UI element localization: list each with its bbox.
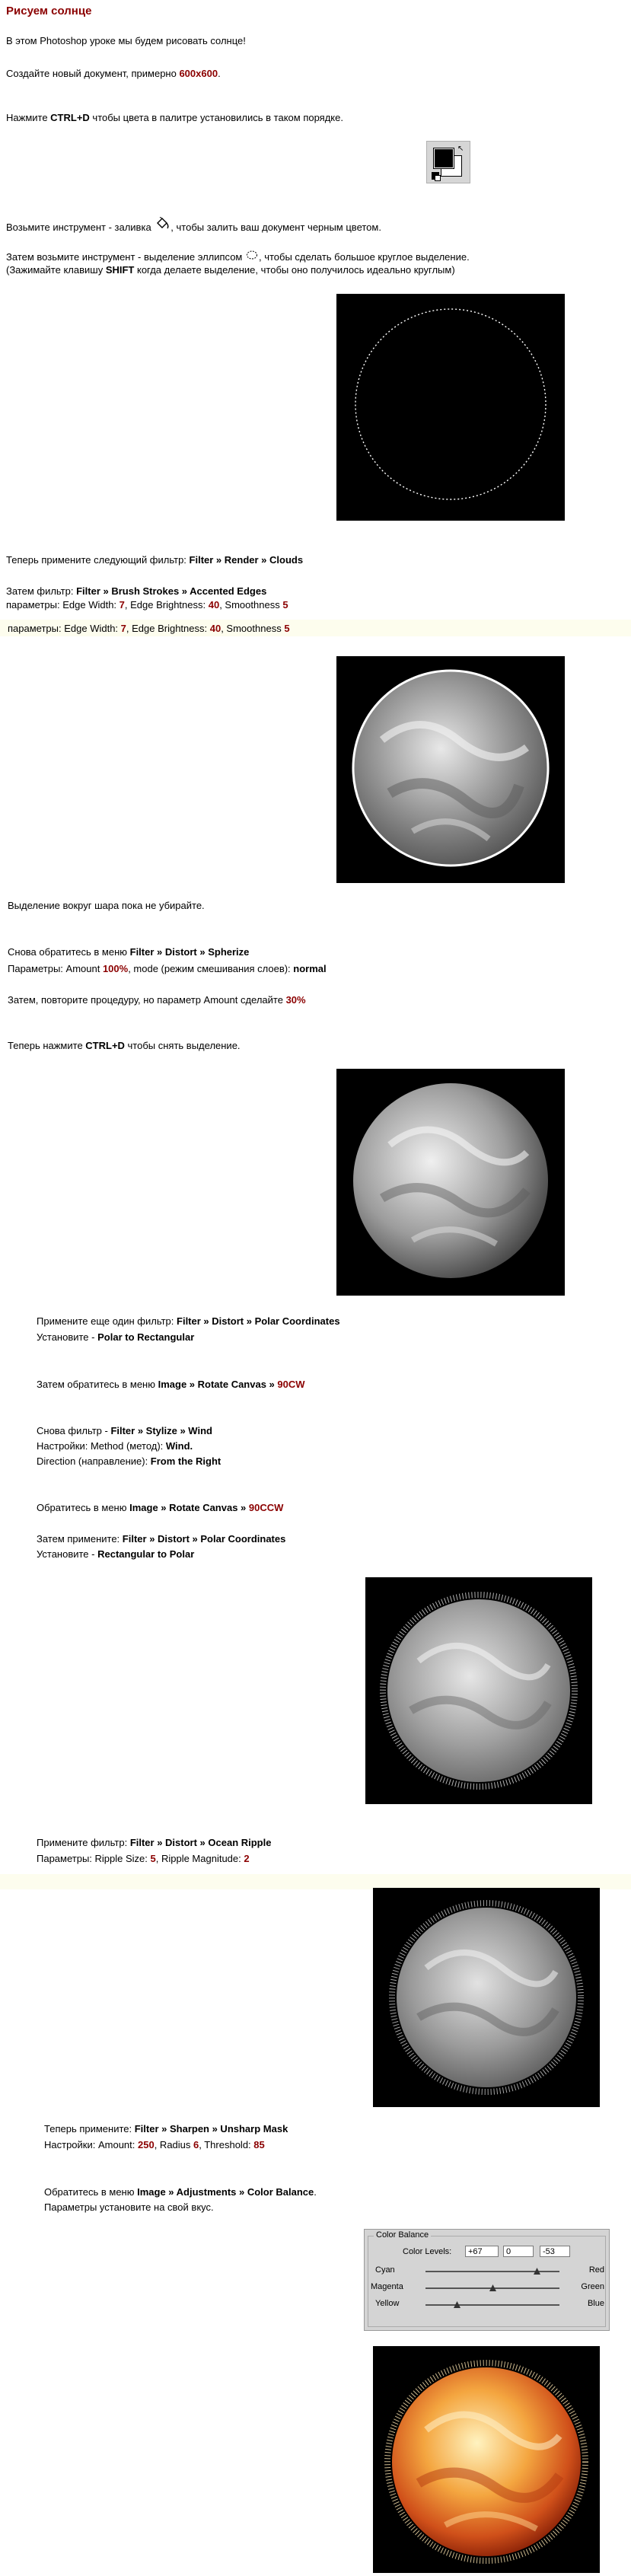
color-balance-menu: Image » Adjustments » Color Balance xyxy=(137,2186,314,2198)
wind-direction-label: Direction (направление): xyxy=(37,1455,151,1467)
step-edges xyxy=(6,585,266,598)
red-label: Red xyxy=(588,2265,604,2275)
step-clouds xyxy=(6,553,303,566)
step-ellipse-line2-post: когда делаете выделение, чтобы оно получилось идеально круглым) xyxy=(134,264,455,276)
step-polar2-pre: Затем примените: xyxy=(37,1533,123,1545)
step-color-balance xyxy=(44,2185,317,2198)
edges-smooth-label: , Smoothness xyxy=(219,599,283,611)
step-polar1 xyxy=(37,1315,340,1328)
spherize-menu: Filter » Distort » Spherize xyxy=(129,946,250,958)
step-colors xyxy=(6,111,343,124)
step-deselect xyxy=(8,1039,241,1052)
step-spherize-params xyxy=(8,962,327,975)
step-repeat xyxy=(8,993,306,1006)
edge-smoothness-2: 5 xyxy=(284,623,290,634)
edges-menu: Filter » Brush Strokes » Accented Edges xyxy=(76,585,267,597)
image-circle-selection xyxy=(336,294,565,521)
spherize-params-pre: Параметры: Amount xyxy=(8,963,103,974)
edge-brightness: 40 xyxy=(208,599,220,611)
polar1-set-label: Установите - xyxy=(37,1331,98,1343)
spherize-amount: 100% xyxy=(102,963,129,974)
step-spherize-pre: Снова обратитесь в меню xyxy=(8,946,130,958)
repeat-amount: 30% xyxy=(285,994,306,1006)
step-ripple-pre: Примените фильтр: xyxy=(37,1837,130,1848)
yellow-blue-slider-thumb[interactable] xyxy=(454,2301,461,2308)
yellow-label: Yellow xyxy=(375,2299,400,2308)
yellow-blue-slider[interactable] xyxy=(425,2304,559,2306)
step-ellipse-line1 xyxy=(6,250,470,263)
image-wind-sphere xyxy=(365,1577,592,1804)
step-fill-pre: Возьмите инструмент - заливка xyxy=(6,222,155,233)
step-repeat-pre: Затем, повторите процедуру, но параметр Amount сделайте xyxy=(8,994,286,1006)
image-clouds-sphere xyxy=(336,656,565,883)
step-sharpen-settings xyxy=(44,2138,265,2151)
step-ellipse-pre: Затем возьмите инструмент - выделение эллипсом xyxy=(6,251,245,263)
cyan-label: Cyan xyxy=(375,2265,395,2275)
edges-brightness-label: , Edge Brightness: xyxy=(124,599,209,611)
edges-smooth-label-2: , Smoothness xyxy=(221,623,285,634)
page-title: Рисуем солнце xyxy=(6,5,92,18)
edges-params-label: параметры: Edge Width: xyxy=(6,599,120,611)
cyan-red-slider-thumb[interactable] xyxy=(534,2268,540,2275)
step-edges-params-repeat xyxy=(8,622,290,635)
step-polar2 xyxy=(37,1532,285,1545)
ripple-params-pre: Параметры: Ripple Size: xyxy=(37,1853,151,1864)
wind-settings-label: Настройки: Method (метод): xyxy=(37,1440,166,1452)
color-level-1-input[interactable]: +67 xyxy=(465,2246,499,2257)
sharpen-radius-label: , Radius xyxy=(154,2139,194,2150)
sharpen-threshold: 85 xyxy=(253,2139,265,2150)
intro-text: В этом Photoshop уроке мы будем рисовать солнце! xyxy=(6,35,246,46)
edge-smoothness: 5 xyxy=(282,599,288,611)
color-level-2-input[interactable]: 0 xyxy=(503,2246,534,2257)
sharpen-threshold-label: , Threshold: xyxy=(199,2139,254,2150)
color-balance-line2: Параметры установите на свой вкус. xyxy=(44,2201,214,2213)
step-fill xyxy=(6,217,381,234)
step-edges-params xyxy=(6,598,288,611)
step-colors-key: CTRL+D xyxy=(50,112,90,123)
step-wind-method xyxy=(37,1439,193,1452)
color-balance-pre: Обратитесь в меню xyxy=(44,2186,138,2198)
sharpen-amount: 250 xyxy=(138,2139,155,2150)
step-wind-direction xyxy=(37,1455,221,1468)
step-spherize xyxy=(8,945,249,958)
step-colors-post: чтобы цвета в палитре установились в таком порядке. xyxy=(89,112,343,123)
step-edges-pre: Затем фильтр: xyxy=(6,585,77,597)
step-sharpen xyxy=(44,2122,288,2135)
edge-width-2: 7 xyxy=(120,623,126,634)
step-ellipse-line2-pre: (Зажимайте клавишу xyxy=(6,264,106,276)
sharpen-radius: 6 xyxy=(193,2139,199,2150)
spherize-mode-label: , mode (режим смешивания слоев): xyxy=(128,963,294,974)
color-balance-title: Color Balance xyxy=(374,2230,431,2240)
image-spherized xyxy=(336,1069,565,1296)
step-new-document-pre: Создайте новый документ, примерно xyxy=(6,68,180,79)
step-wind xyxy=(37,1424,212,1437)
edges-brightness-label-2: , Edge Brightness: xyxy=(126,623,210,634)
step-rotate2-pre: Обратитесь в меню xyxy=(37,1502,130,1513)
step-polar2-set xyxy=(37,1548,194,1561)
blue-label: Blue xyxy=(587,2299,604,2308)
color-balance-post: . xyxy=(314,2186,317,2198)
step-sharpen-pre: Теперь примените: xyxy=(44,2123,135,2134)
spherize-mode: normal xyxy=(293,963,327,974)
polar2-set-label: Установите - xyxy=(37,1548,98,1560)
clouds-menu: Filter » Render » Clouds xyxy=(189,554,304,566)
ripple-magnitude: 2 xyxy=(244,1853,250,1864)
wind-menu: Filter » Stylize » Wind xyxy=(110,1425,212,1436)
rotate2-angle: 90CCW xyxy=(248,1502,284,1513)
step-ripple xyxy=(37,1836,271,1849)
ripple-size: 5 xyxy=(150,1853,156,1864)
image-final-sun xyxy=(373,2346,600,2573)
color-level-3-input[interactable]: -53 xyxy=(540,2246,570,2257)
green-label: Green xyxy=(581,2282,604,2291)
color-balance-panel xyxy=(364,2229,610,2331)
wind-method: Wind. xyxy=(165,1440,193,1452)
step-clouds-pre: Теперь примените следующий фильтр: xyxy=(6,554,190,566)
edge-brightness-2: 40 xyxy=(209,623,221,634)
step-colors-pre: Нажмите xyxy=(6,112,51,123)
ripple-mag-label: , Ripple Magnitude: xyxy=(155,1853,244,1864)
step-wind-pre: Снова фильтр - xyxy=(37,1425,111,1436)
polar1-menu: Filter » Distort » Polar Coordinates xyxy=(177,1315,340,1327)
step-deselect-post: чтобы снять выделение. xyxy=(124,1040,241,1051)
image-ripple-sphere xyxy=(373,1888,600,2107)
deselect-key: CTRL+D xyxy=(85,1040,125,1051)
shift-key: SHIFT xyxy=(105,264,135,276)
sharpen-settings-pre: Настройки: Amount: xyxy=(44,2139,138,2150)
polar2-set-value: Rectangular to Polar xyxy=(97,1548,195,1560)
step-rotate2 xyxy=(37,1501,283,1514)
highlight-band-2 xyxy=(0,1874,631,1889)
rotate1-menu: Image » Rotate Canvas » xyxy=(158,1379,278,1390)
rotate2-menu: Image » Rotate Canvas » xyxy=(129,1502,249,1513)
edge-width: 7 xyxy=(119,599,125,611)
step-ripple-params xyxy=(37,1852,250,1865)
sharpen-menu: Filter » Sharpen » Unsharp Mask xyxy=(134,2123,288,2134)
step-new-document xyxy=(6,67,221,80)
color-levels-label: Color Levels: xyxy=(403,2247,452,2256)
polar1-set-value: Polar to Rectangular xyxy=(97,1331,195,1343)
edges-params-label-2: параметры: Edge Width: xyxy=(8,623,121,634)
keep-selection-text: Выделение вокруг шара пока не убирайте. xyxy=(8,900,205,911)
step-rotate1 xyxy=(37,1378,305,1391)
step-polar1-pre: Примените еще один фильтр: xyxy=(37,1315,177,1327)
step-polar1-set xyxy=(37,1331,194,1344)
paint-bucket-icon xyxy=(154,217,170,234)
step-ellipse-post: , чтобы сделать большое круглое выделение. xyxy=(258,251,470,263)
document-size: 600x600 xyxy=(179,68,218,79)
wind-direction: From the Right xyxy=(150,1455,221,1467)
step-ellipse-line2 xyxy=(6,263,455,276)
magenta-green-slider-thumb[interactable] xyxy=(489,2284,496,2291)
step-new-document-post: . xyxy=(218,68,221,79)
step-fill-post: , чтобы залить ваш документ черным цветом. xyxy=(170,222,381,233)
step-rotate1-pre: Затем обратитесь в меню xyxy=(37,1379,158,1390)
ellipse-marquee-icon xyxy=(245,250,259,263)
rotate1-angle: 90CW xyxy=(277,1379,305,1390)
ripple-menu: Filter » Distort » Ocean Ripple xyxy=(129,1837,272,1848)
step-deselect-pre: Теперь нажмите xyxy=(8,1040,86,1051)
polar2-menu: Filter » Distort » Polar Coordinates xyxy=(122,1533,286,1545)
color-swatches-icon: ↖ xyxy=(426,141,470,183)
magenta-label: Magenta xyxy=(371,2282,403,2291)
